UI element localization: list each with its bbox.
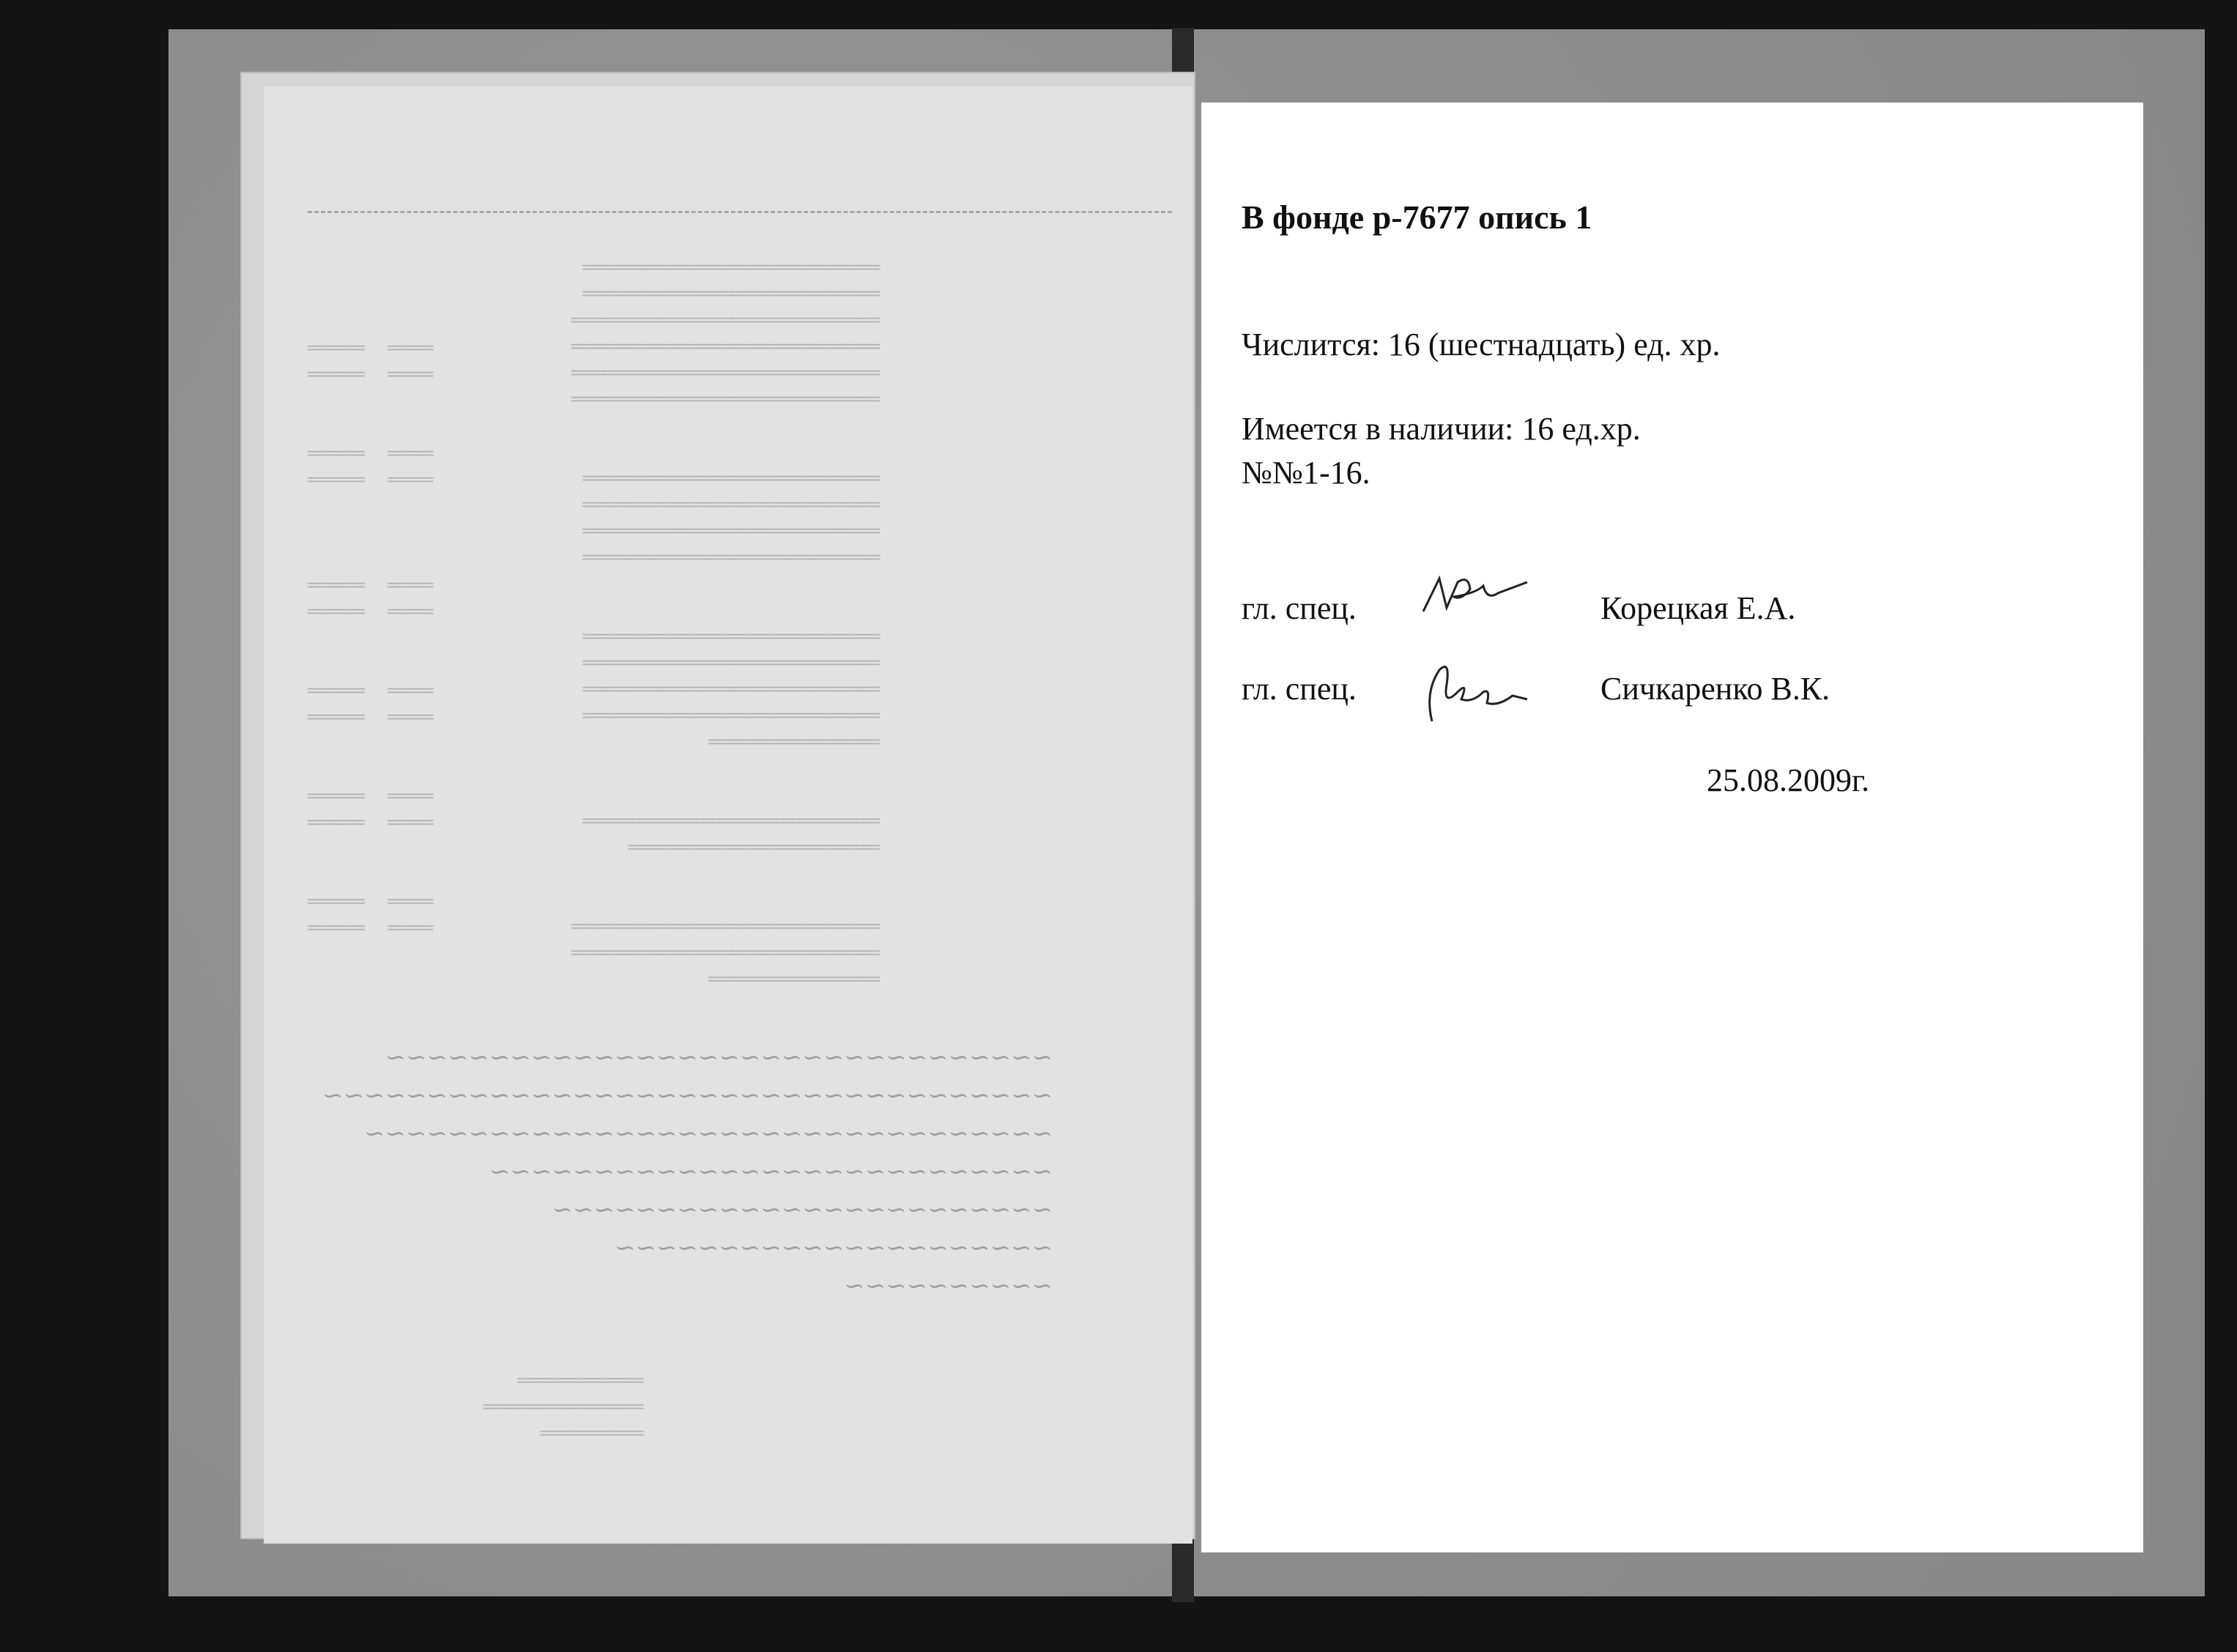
- signature-row-2: [1242, 670, 2121, 729]
- dashed-rule: [308, 211, 1172, 213]
- signatory-name: Корецкая Е.А.: [1600, 590, 1796, 626]
- signatory-role: гл. спец.: [1242, 671, 1357, 707]
- archive-certificate-sheet: [1201, 103, 2143, 1552]
- signatory-role: гл. спец.: [1242, 590, 1357, 626]
- bleed-through-handwriting: ~~~~~~~~~~~~~~~~~~~~~~~~~~~~~~~~ ~~~~~~~~~~~~~~~~~~~~~~~~~~~~~~~~~~~ ~~~~~~~~~~~~~~~~~~~~~~~~~~~~~~~~~ ~~~~~~~~~~~~~~~~~~~~~~~~~~~ ~~~~~~~~~~~~~~~~~~~~~~~~ ~~~~~~~~~~~~~~~~~~~~~ ~~~~~~~~~~: [322, 1043, 1053, 1301]
- listed-count: Числится: 16 (шестнадцать) ед. хр.: [1242, 327, 1721, 362]
- fund-heading: В фонде р-7677 опись 1: [1242, 198, 1592, 236]
- bleed-through-footer: ═══════════ ══════════════ ═════════: [483, 1370, 644, 1445]
- signature-1-icon: [1417, 568, 1535, 633]
- signature-2-icon: [1417, 648, 1535, 729]
- available-count: Имеется в наличии: 16 ед.хр.: [1242, 411, 1641, 447]
- bleed-through-column: ════ ═════ ════ ═════ ════ ═════ ════ ═════ ════ ═════ ════ ═════ ════ ═════ ════ ═════ ════ ═════ ════ ═════ ════ ═════ ════ ═════: [308, 338, 434, 940]
- signatory-name: Сичкаренко В.К.: [1600, 671, 1830, 707]
- item-numbers: №№1-16.: [1242, 455, 1370, 491]
- document-date: 25.08.2009г.: [1707, 762, 1870, 798]
- bleed-through-typed-text: ══════════════════════════ ══════════════════════════ ═══════════════════════════ ═══════════════════════════ ═══════════════════════════ ═══════════════════════════ ══════════════════════════ ══════════════════════════ ══════════════════════════ ══════════════════════════ ══════════════════════════ ══════════════════════════ ══════════════════════════ ══════════════════════════ ═══════════════ ══════════════════════════ ══════════════════════ ═══════════════════════════ ═══════════════════════════ ═══════════════: [571, 257, 880, 991]
- signature-row-1: [1242, 589, 2121, 648]
- left-page-faded-document: [264, 86, 1192, 1544]
